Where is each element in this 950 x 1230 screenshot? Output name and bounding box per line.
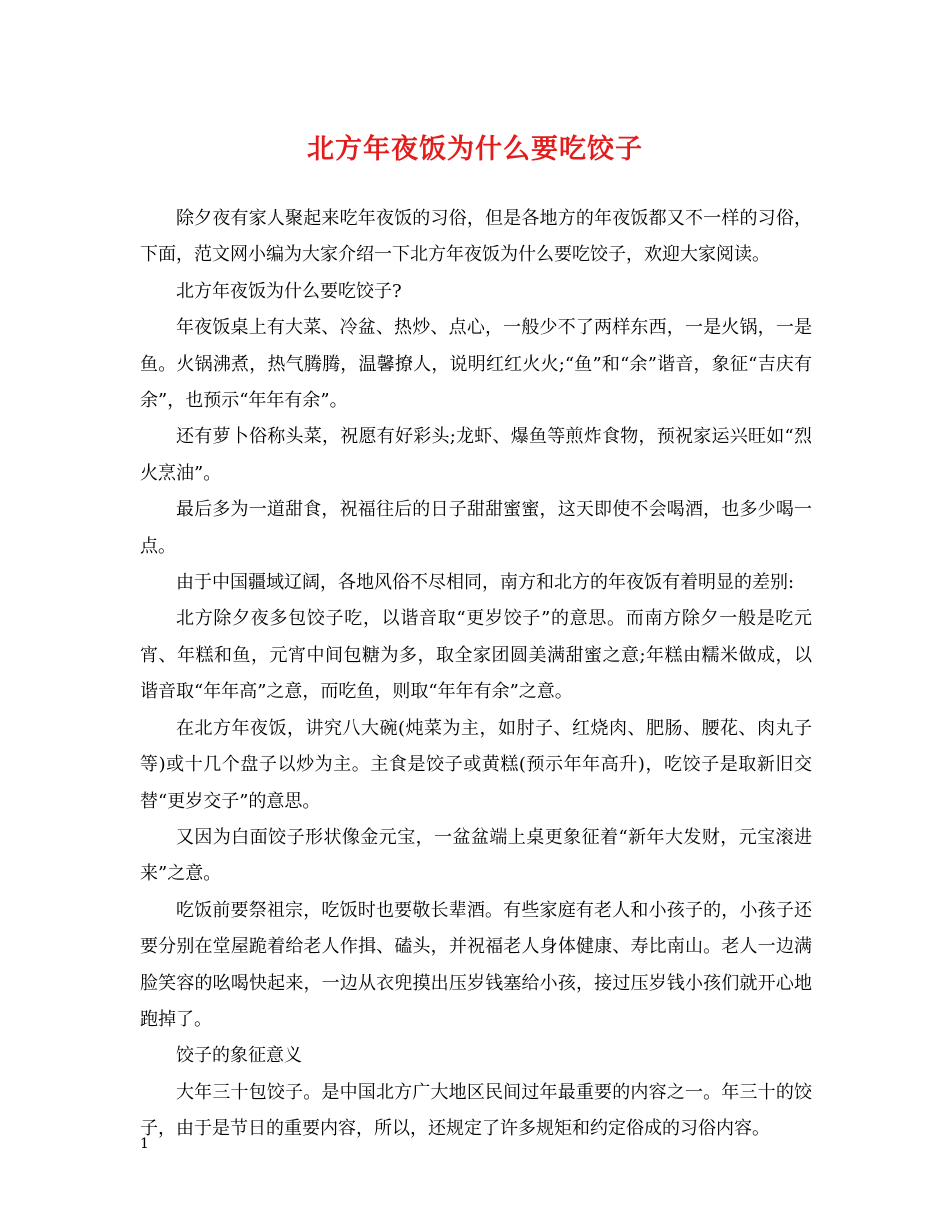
paragraph-hotpot-fish: 年夜饭桌上有大菜、冷盆、热炒、点心，一般少不了两样东西，一是火锅，一是鱼。火锅沸煮，热气腾腾，温馨撩人，说明红红火火;“鱼”和“余”谐音，象征“吉庆有余”，也预示“年年有余”。 [140, 317, 812, 412]
paragraph-radish-shrimp: 还有萝卜俗称头菜，祝愿有好彩头;龙虾、爆鱼等煎炸食物，预祝家运兴旺如“烈火烹油”。 [140, 426, 812, 484]
paragraph-question: 北方年夜饭为什么要吃饺子? [176, 280, 402, 302]
paragraph-ancestors: 吃饭前要祭祖宗，吃饭时也要敬长辈酒。有些家庭有老人和小孩子的，小孩子还要分别在堂屋跪着给老人作揖、磕头，并祝福老人身体健康、寿比南山。老人一边满脸笑容的吆喝快起来，一边从衣兜摸出压岁钱塞给小孩，接过压岁钱小孩们就开心地跑掉了。 [140, 899, 812, 1030]
paragraph-eight-bowls: 在北方年夜饭，讲究八大碗(炖菜为主，如肘子、红烧肉、肥肠、腰花、肉丸子等)或十几个盘子以炒为主。主食是饺子或黄糕(预示年年高升)，吃饺子是取新旧交替“更岁交子”的意思。 [140, 717, 812, 812]
paragraph-new-year-eve: 大年三十包饺子。是中国北方广大地区民间过年最重要的内容之一。年三十的饺子，由于是节日的重要内容，所以，还规定了许多规矩和约定俗成的习俗内容。 [140, 1081, 812, 1140]
paragraph-intro: 除夕夜有家人聚起来吃年夜饭的习俗，但是各地方的年夜饭都又不一样的习俗，下面，范文网小编为大家介绍一下北方年夜饭为什么要吃饺子，欢迎大家阅读。 [140, 208, 812, 266]
paragraph-north-south: 北方除夕夜多包饺子吃，以谐音取“更岁饺子”的意思。而南方除夕一般是吃元宵、年糕和鱼，元宵中间包糖为多，取全家团圆美满甜蜜之意;年糕由糯米做成，以谐音取“年年高”之意，而吃鱼，则取“年年有余”之意。 [140, 608, 812, 703]
document-body [140, 201, 812, 1148]
page-number: 1 [140, 1136, 149, 1152]
document-title: 北方年夜饭为什么要吃饺子 [307, 134, 643, 165]
paragraph-regional-differences: 由于中国疆域辽阔，各地风俗不尽相同，南方和北方的年夜饭有着明显的差别: [176, 572, 795, 594]
paragraph-gold-ingot: 又因为白面饺子形状像金元宝，一盆盆端上桌更象征着“新年大发财，元宝滚进来”之意。 [140, 826, 812, 885]
paragraph-symbolism-heading: 饺子的象征意义 [176, 1045, 302, 1067]
paragraph-sweets: 最后多为一道甜食，祝福往后的日子甜甜蜜蜜，这天即使不会喝酒，也多少喝一点。 [140, 499, 812, 557]
